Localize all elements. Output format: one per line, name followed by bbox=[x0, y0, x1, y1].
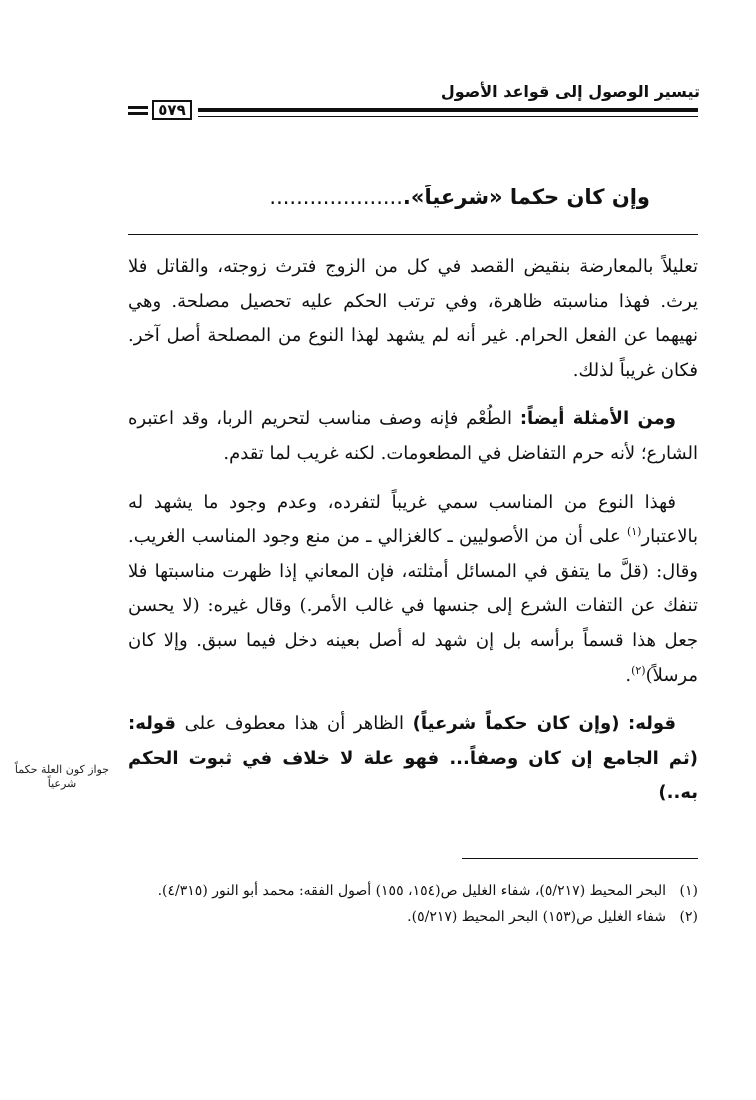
footnote-2 bbox=[128, 904, 698, 930]
matn-dots: .................... bbox=[269, 185, 403, 209]
running-title: تيسير الوصول إلى قواعد الأصول bbox=[440, 82, 700, 101]
paragraph-3-end: . bbox=[625, 664, 632, 686]
matn-text: وإن كان حكما «شرعياً». bbox=[402, 185, 650, 209]
paragraph-2-text: الطُعْم فإنه وصف مناسب لتحريم الربا، وقد اعتبره الشارع؛ لأنه حرم التفاضل في المطعومات. لكنه غريب لما تقدم. bbox=[128, 408, 698, 464]
matn-heading bbox=[128, 185, 650, 209]
paragraph-4-label: قوله: bbox=[628, 713, 676, 735]
matn-separator-rule bbox=[128, 234, 698, 235]
footnote-ref-2[interactable]: (٢) bbox=[631, 663, 646, 677]
paragraph-4-rest: : (ثم الجامع إن كان وصفاً... فهو علة لا خلاف في ثبوت الحكم به..) bbox=[128, 713, 698, 804]
margin-note: جواز كون العلة حكماً شرعياً bbox=[14, 763, 110, 790]
paragraph-4-quote: (وإن كان حكماً شرعياً) bbox=[412, 713, 620, 735]
paragraph-4-text: الظاهر أن هذا معطوف على bbox=[184, 713, 405, 735]
paragraph-3-text-a: فهذا النوع من المناسب سمي غريباً لتفرده، وعدم وجود ما يشهد له بالاعتبار bbox=[128, 491, 698, 548]
header-rule-thick bbox=[198, 108, 698, 112]
footnote-1-text: البحر المحيط (٥/٢١٧)، شفاء الغليل ص(١٥٤، ١٥٥) أصول الفقه: محمد أبو النور (٤/٣١٥). bbox=[157, 883, 666, 899]
paragraph-4 bbox=[128, 707, 698, 811]
paragraph-2 bbox=[128, 402, 698, 471]
footnotes bbox=[128, 878, 698, 930]
header-ornament-bars bbox=[128, 106, 148, 118]
footnote-1 bbox=[128, 878, 698, 904]
paragraph-3-text-b: على أن من الأصوليين ـ كالغزالي ـ من منع وجود المناسب الغريب. وقال: (قلَّ ما يتفق في المسائل أمثلته، فإن المعاني إذا ظهرت مناسبتها فلا تنفك عن التفات الشرع إلى جنسها في غالب الأمر.) وقال غيره: (لا يحسن جعل هذا قسماً برأسه بل إن شهد له أصل بعينه دخل فيما سبق. وإلا كان مرسلاً) bbox=[128, 526, 698, 686]
footnote-rule bbox=[462, 858, 698, 859]
footnote-1-number: (١) bbox=[679, 883, 698, 899]
page-number: ٥٧٩ bbox=[152, 100, 192, 120]
footnote-2-number: (٢) bbox=[679, 909, 698, 925]
paragraph-2-lead: ومن الأمثلة أيضاً: bbox=[519, 408, 676, 430]
header-rule-thin bbox=[198, 116, 698, 117]
paragraph-3 bbox=[128, 486, 698, 694]
paragraph-4-label-2: قوله bbox=[135, 713, 176, 735]
footnote-ref-1[interactable]: (١) bbox=[626, 525, 642, 539]
footnote-2-text: شفاء الغليل ص(١٥٣) البحر المحيط (٥/٢١٧). bbox=[407, 909, 666, 925]
commentary-body bbox=[128, 250, 698, 825]
paragraph-1: تعليلاً بالمعارضة بنقيض القصد في كل من الزوج فترث زوجته، والقاتل فلا يرث. فهذا مناسبته ظاهرة، وفي ترتب الحكم عليه تحصيل مصلحة. وهي نهيهما عن الفعل الحرام. غير أنه لم يشهد لهذا النوع من المصلحة أصل آخر. فكان غريباً لذلك. bbox=[128, 256, 698, 381]
